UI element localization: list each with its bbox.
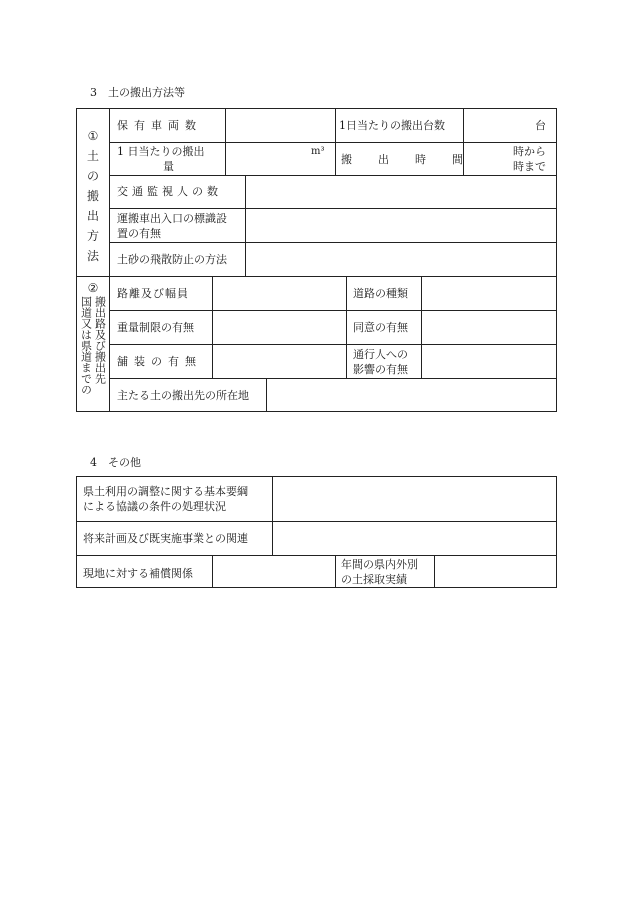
section3-heading: 3 土の搬出方法等 xyxy=(90,86,185,99)
group1-label: ① 土 の 搬 出 方 法 xyxy=(86,129,99,263)
guideline-label-line1: 県土利用の調整に関する基本要綱 xyxy=(83,485,248,498)
road-type-label: 道路の種類 xyxy=(353,287,408,300)
daily-trucks-label: 1日当たりの搬出台数 xyxy=(339,119,445,132)
pedestrian-label-line1: 通行人への xyxy=(353,348,408,361)
road-width-label: 路離及び幅員 xyxy=(117,287,189,300)
destination-label: 主たる土の搬出先の所在地 xyxy=(117,389,249,402)
vehicles-owned-label: 保有車両数 xyxy=(117,119,202,132)
dust-prevention-label: 土砂の飛散防止の方法 xyxy=(117,253,227,266)
traffic-monitors-label: 交通監視人の数 xyxy=(117,185,222,198)
annual-record-label-line2: の土採取実績 xyxy=(341,573,407,586)
group2-number: ② xyxy=(87,281,99,295)
guideline-label-line2: による協議の条件の処理状況 xyxy=(83,500,226,513)
sign-label-line2: 置の有無 xyxy=(117,227,161,240)
paving-label: 舗装の有無 xyxy=(117,355,202,368)
future-plan-label: 将来計画及び既実施事業との関連 xyxy=(83,532,248,545)
annual-record-label-line1: 年間の県内外別 xyxy=(341,558,418,571)
section4-heading: 4 その他 xyxy=(90,456,141,469)
unit-m3: m³ xyxy=(311,146,325,157)
consent-label: 同意の有無 xyxy=(353,321,408,334)
weight-limit-label: 重量制限の有無 xyxy=(117,321,194,334)
group2-label-left: 国道又は県道までの xyxy=(79,296,93,395)
daily-volume-label-line2: 量 xyxy=(163,160,174,173)
time-to-label: 時まで xyxy=(513,160,546,173)
pedestrian-label-line2: 影響の有無 xyxy=(353,363,408,376)
daily-volume-label-line1: 1 日当たりの搬出 xyxy=(117,145,205,158)
sign-label-line1: 運搬車出入口の標識設 xyxy=(117,212,227,225)
compensation-label: 現地に対する補償関係 xyxy=(83,567,193,580)
haul-time-label: 搬出時間 xyxy=(341,153,489,166)
group2-label-right: 搬出路及び搬出先 xyxy=(93,296,107,384)
time-from-label: 時から xyxy=(513,145,546,158)
unit-dai: 台 xyxy=(535,119,546,132)
